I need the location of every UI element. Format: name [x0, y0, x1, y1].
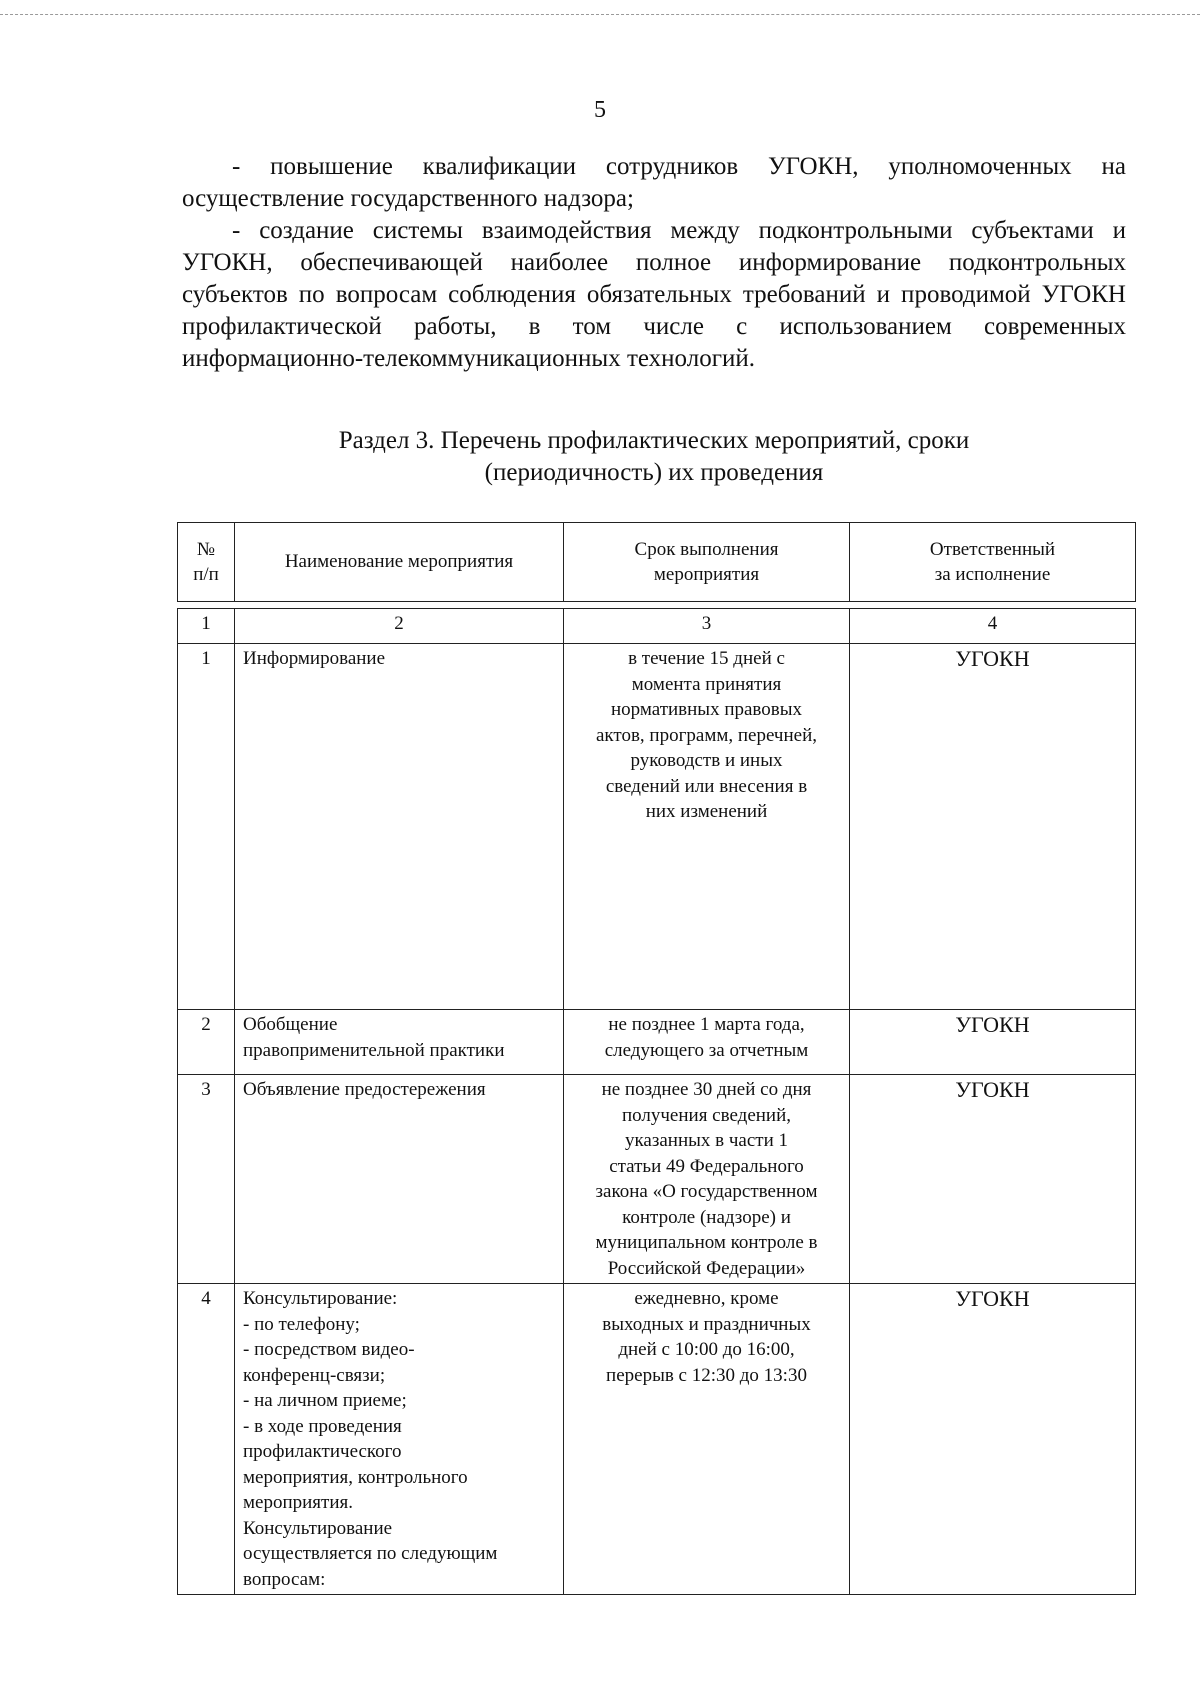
scan-edge-line [0, 14, 1200, 15]
row-term: не позднее 30 дней со дня получения сведений, указанных в части 1 статьи 49 Федерального закона «О государственном контроле (надзоре) и муниципальном контроле в Российской Федерации» [564, 1075, 850, 1284]
row-responsible: УГОКН [850, 1075, 1136, 1284]
row-name: Информирование [235, 644, 564, 1010]
row-responsible: УГОКН [850, 644, 1136, 1010]
paragraph-interaction-system: - создание системы взаимодействия между подконтрольными субъектами и УГОКН, обеспечивающей наиболее полное информирование подконтрольных субъектов по вопросам соблюдения обязательных требований и проводимой УГОКН профилактической работы, в том числе с использованием современных информационно-телекоммуникационных технологий. [182, 217, 1126, 372]
column-number: 4 [850, 609, 1136, 644]
table-row [178, 1010, 1136, 1075]
row-name: Консультирование: - по телефону; - посредством видео- конференц-связи; - на личном приеме; - в ходе проведения профилактического мероприятия, контрольного мероприятия. Консультирование осуществляется по следующим вопросам: [235, 1284, 564, 1595]
row-responsible: УГОКН [850, 1284, 1136, 1595]
paragraph-qualification: - повышение квалификации сотрудников УГОКН, уполномоченных на осуществление государственного надзора; [182, 153, 1126, 212]
header-name: Наименование мероприятия [235, 523, 564, 602]
row-responsible: УГОКН [850, 1010, 1136, 1075]
row-term: не позднее 1 марта года, следующего за отчетным [564, 1010, 850, 1075]
events-table [177, 608, 1136, 1595]
header-row [178, 523, 1136, 602]
row-num: 2 [178, 1010, 235, 1075]
header-term: Срок выполнения мероприятия [564, 523, 850, 602]
column-number: 3 [564, 609, 850, 644]
body-text [182, 151, 1126, 375]
table-row [178, 644, 1136, 1010]
column-number: 2 [235, 609, 564, 644]
table-row [178, 1284, 1136, 1595]
header-responsible: Ответственный за исполнение [850, 523, 1136, 602]
row-term: в течение 15 дней с момента принятия нормативных правовых актов, программ, перечней, руководств и иных сведений или внесения в них изменений [564, 644, 850, 1010]
header-num: № п/п [178, 523, 235, 602]
row-name: Объявление предостережения [235, 1075, 564, 1284]
section-heading-line-2: (периодичность) их проведения [484, 459, 824, 486]
column-number: 1 [178, 609, 235, 644]
row-term: ежедневно, кроме выходных и праздничных дней с 10:00 до 16:00, перерыв с 12:30 до 13:30 [564, 1284, 850, 1595]
row-num: 3 [178, 1075, 235, 1284]
section-heading [182, 425, 1126, 489]
row-num: 4 [178, 1284, 235, 1595]
section-heading-line-1: Раздел 3. Перечень профилактических мероприятий, сроки [338, 427, 970, 454]
page-number: 5 [594, 97, 606, 123]
table-row [178, 1075, 1136, 1284]
events-table-header [177, 522, 1136, 602]
column-number-row [178, 609, 1136, 644]
row-num: 1 [178, 644, 235, 1010]
row-name: Обобщение правоприменительной практики [235, 1010, 564, 1075]
